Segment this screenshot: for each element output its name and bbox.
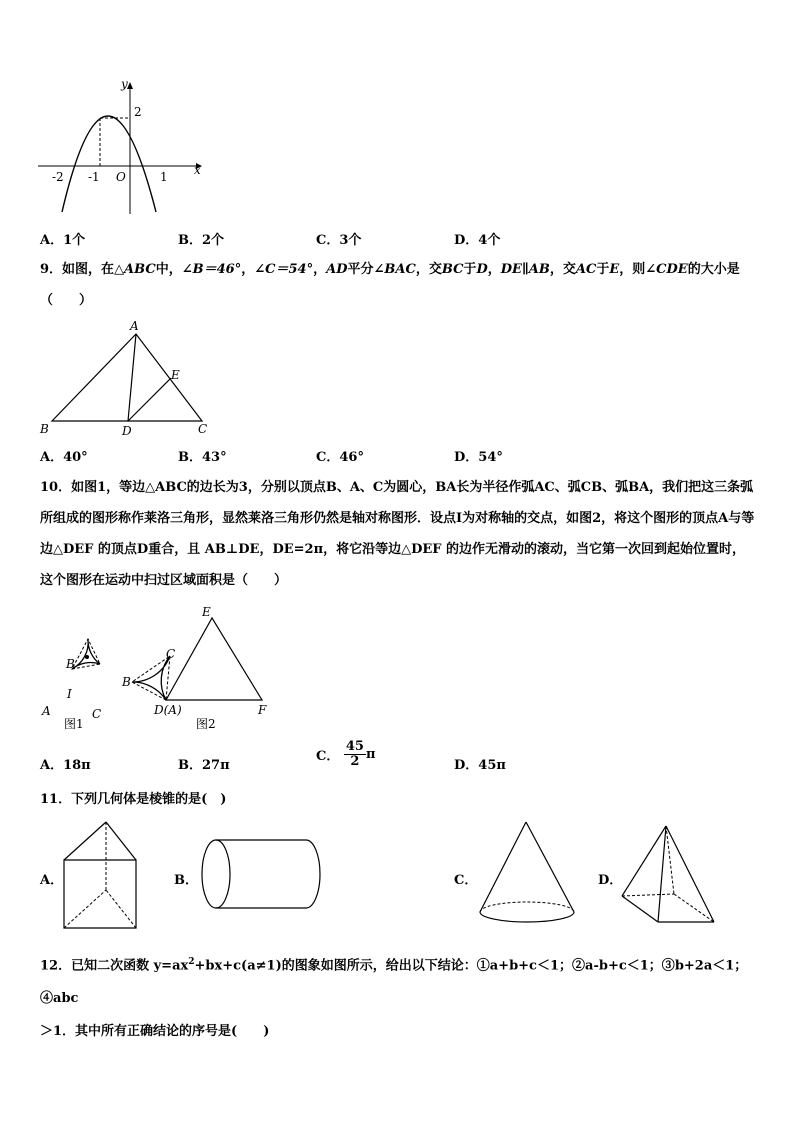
fig1-label-a: A bbox=[42, 704, 51, 718]
q8-option-c[interactable]: C．3个 bbox=[316, 233, 362, 248]
q12-stem: 12．已知二次函数 $y=ax^2+bx+c(a\ne 1)$的图象如图所示，给出以下结论：①a+b+c＜1；②a-b+c＜1；③b+2a＜1；④abc ＞1．其中所有正确结论的序号是( ) bbox=[40, 957, 748, 1040]
q11-option-d[interactable]: D． bbox=[598, 873, 623, 888]
label-b: B bbox=[40, 422, 49, 436]
q9-stem: 9．如图，在△ABC中，∠B＝46°，∠C＝54°，AD平分∠BAC，交BC于D，DE∥AB，交AC于E，则∠CDE的大小是 （ ） bbox=[40, 262, 740, 308]
segment-de bbox=[128, 378, 171, 421]
q8-option-b[interactable]: B．2个 bbox=[178, 233, 225, 248]
q11-stem: 11．下列几何体是棱锥的是( ) bbox=[40, 792, 227, 807]
y-axis-arrow-icon bbox=[127, 82, 133, 89]
q9-option-c[interactable]: C．46° bbox=[316, 450, 364, 465]
q11-shape-cone bbox=[474, 818, 580, 928]
fig2-label-b: B bbox=[122, 675, 131, 689]
q11-option-b[interactable]: B． bbox=[174, 873, 198, 888]
q9-option-b[interactable]: B．43° bbox=[178, 450, 227, 465]
q8-option-d[interactable]: D．4个 bbox=[454, 233, 501, 248]
y-axis-label: y bbox=[121, 77, 128, 91]
x-axis-label: x bbox=[194, 163, 201, 177]
fraction-45-over-2: $\frac{45}{2}$ bbox=[345, 739, 364, 769]
fig1-label-b: B bbox=[66, 657, 75, 671]
y-tick-2: 2 bbox=[134, 105, 142, 119]
label-c: C bbox=[198, 422, 208, 436]
q11-option-a[interactable]: A． bbox=[40, 873, 64, 888]
fig2-triangle-def bbox=[166, 618, 262, 700]
fig2-label-c: C bbox=[166, 647, 176, 661]
q8-parabola-graph bbox=[36, 76, 208, 216]
q10-option-d[interactable]: D．45π bbox=[454, 758, 506, 773]
point-i bbox=[85, 655, 89, 659]
q10-option-b[interactable]: B．27π bbox=[178, 758, 230, 773]
label-a: A bbox=[130, 319, 139, 333]
fig1-label-c: C bbox=[92, 707, 102, 721]
x-tick-1: 1 bbox=[160, 170, 168, 184]
q11-option-c[interactable]: C． bbox=[454, 873, 478, 888]
q10-option-c[interactable]: C． $\frac{45}{2}$ π bbox=[316, 739, 376, 769]
q10-stem: 10．如图1，等边△ABC的边长为3，分别以顶点B、A、C为圆心，BA长为半径作弧AC、弧CB、弧BA，我们把这三条弧所组成的图形称作莱洛三角形，显然莱洛三角形仍然是轴对称图形．设点I为对称轴的交点，如图2，将这个图形的顶点A与等边△DEF 的顶点D重合，且 AB⊥DE，DE=2π，将它沿等边△DEF 的边作无滑动的滚动，当它第一次回到起始位置时，这个图形在运动中扫过区域面积是（ ） bbox=[40, 480, 755, 588]
label-e: E bbox=[171, 368, 180, 382]
q11-shape-pyramid bbox=[618, 822, 722, 928]
fig2-label-f: F bbox=[258, 703, 267, 717]
fig2-label-e: E bbox=[202, 605, 211, 619]
fig1-caption: 图1 bbox=[64, 717, 84, 731]
fig2-label-da: D(A) bbox=[154, 703, 182, 717]
q9-option-d[interactable]: D．54° bbox=[454, 450, 503, 465]
parabola-curve bbox=[62, 116, 156, 212]
q9-triangle-figure bbox=[36, 318, 216, 440]
x-tick-neg1: -1 bbox=[88, 170, 100, 184]
q8-option-a[interactable]: A．1个 bbox=[40, 233, 86, 248]
q9-option-a[interactable]: A．40° bbox=[40, 450, 88, 465]
label-d: D bbox=[122, 424, 132, 438]
segment-ad bbox=[128, 334, 136, 421]
origin-label: O bbox=[116, 170, 126, 184]
q10-option-a[interactable]: A．18π bbox=[40, 758, 91, 773]
fig1-label-i: I bbox=[67, 687, 72, 701]
fig2-caption: 图2 bbox=[196, 717, 216, 731]
q10-figures bbox=[36, 600, 276, 732]
x-tick-neg2: -2 bbox=[52, 170, 64, 184]
q11-shape-triangular-prism bbox=[60, 818, 142, 932]
q11-shape-cylinder bbox=[198, 836, 328, 912]
